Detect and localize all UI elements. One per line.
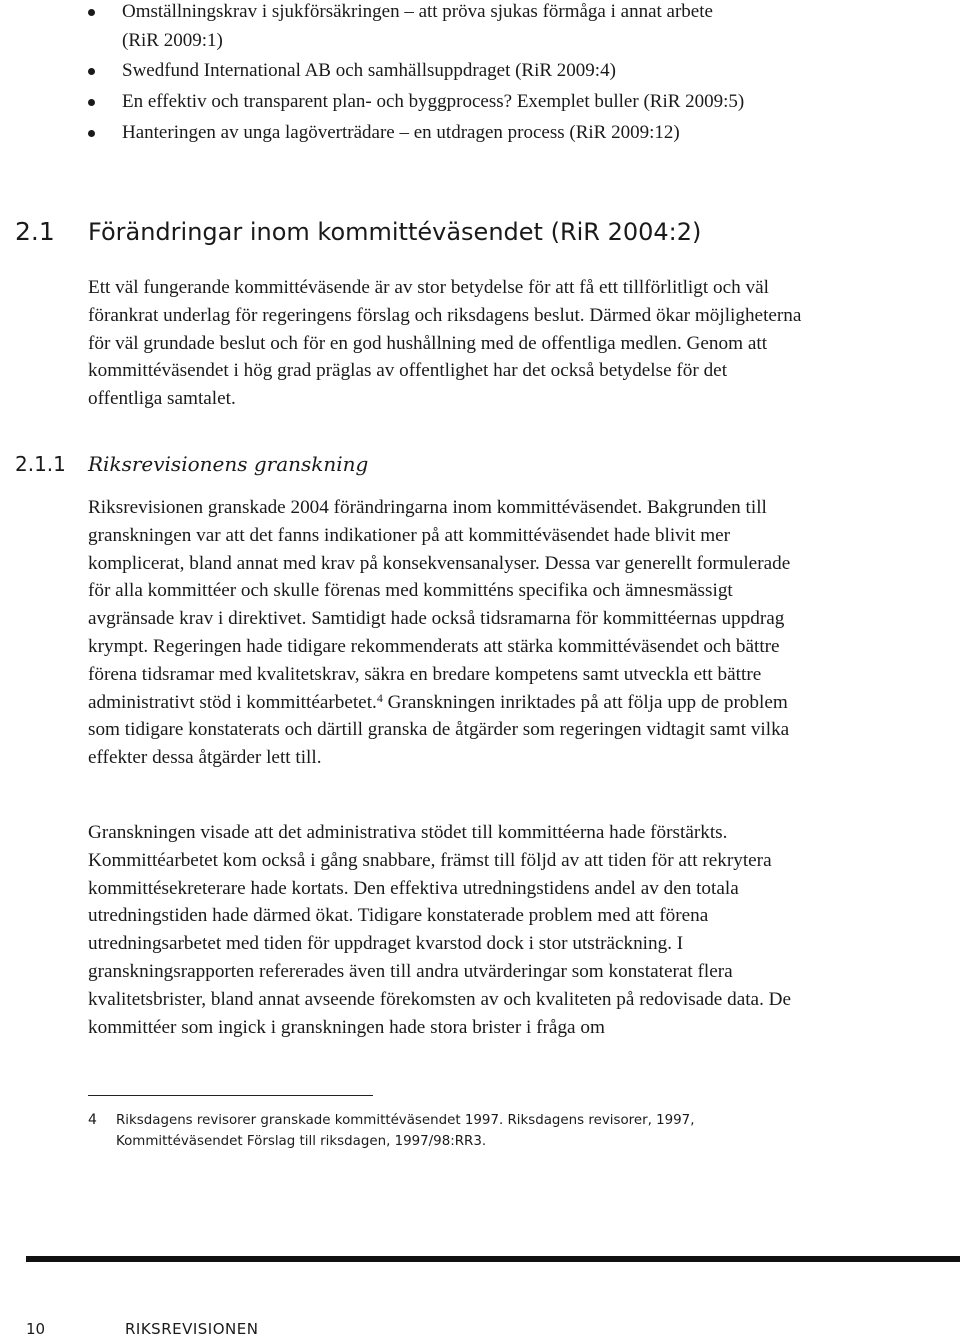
subsection-title: Riksrevisionens granskning [88,452,369,476]
paragraph-text: Granskningen inriktades på att följa upp de problem som tidigare konstaterats och därtill granska de åtgärder som regeringen vidtagit samt vilka effekter dessa åtgärder lett till. [88,691,790,769]
footnote-reference[interactable]: 4 [376,690,383,705]
bullet-dot [88,9,95,16]
bullet-line: En effektiv och transparent plan- och byggprocess? Exemplet buller (RiR 2009:5) [122,91,745,112]
subsection-paragraph-1 [88,494,806,772]
bullet-item [122,0,882,55]
bullet-item [122,87,882,116]
bullet-dot [88,99,95,106]
section-title: Förändringar inom kommittéväsendet (RiR 2004:2) [88,218,702,246]
subsection-paragraph-2: Granskningen visade att det administrativa stödet till kommittéerna hade förstärkts. Kommittéarbetet kom också i gång snabbare, främst till följd av att tiden för att rekrytera kommittésekreterare hade kortats. Den effektiva utredningstidens andel av den totala utredningstiden hade därmed ökat. Tidigare konstaterade problem med att förena utredningsarbetet med tiden för uppdraget kvarstod dock i stor utsträckning. I granskningsrapporten refererades även till andra utvärderingar som konstaterat flera kvalitetsbrister, bland annat avseende förekomsten av och kvaliteten på redovisade data. De kommittéer som ingick i granskningen hade stora brister i fråga om [88,822,792,1038]
bullet-line: Swedfund International AB och samhällsuppdraget (RiR 2009:4) [122,60,616,81]
section-number: 2.1 [15,217,55,246]
footnote-number: 4 [88,1112,97,1128]
footnote-divider [88,1095,373,1096]
page-number: 10 [26,1320,46,1338]
bullet-dot [88,130,95,137]
bullet-item [122,56,882,85]
bullet-dot [88,68,95,75]
section-paragraph: Ett väl fungerande kommittéväsende är av stor betydelse för att få ett tillförlitligt och väl förankrat underlag för regeringens förslag och riksdagens beslut. Därmed ökar möjligheterna för väl grundade beslut och för en god hushållning med de offentliga medlen. Genom att kommittéväsendet i hög grad präglas av offentlighet har det också betydelse för det offentliga samtalet. [88,277,802,410]
bullet-line: (RiR 2009:1) [122,30,223,51]
publisher-name: RIKSREVISIONEN [125,1320,259,1338]
subsection-number: 2.1.1 [15,452,66,476]
paragraph-text: Riksrevisionen granskade 2004 förändringarna inom kommittéväsendet. Bakgrunden till granskningen var att det fanns indikationer på att kommittéväsendet hade blivit mer komplicerat, bland annat med krav på konsekvensanalyser. Dessa var generellt formulerade för alla kommittéer och skulle förenas med kommitténs specifika och ämnesmässigt avgränsade krav i direktivet. Samtidigt hade också tidsramarna för kommittéernas uppdrag krympt. Regeringen hade tidigare rekommenderats att stärka kommittéväsendet och bättre förena tidsramar med kvalitetskrav, säkra en bredare kompetens samt utveckla ett bättre administrativt stöd i kommittéarbetet. [88,497,791,713]
footer-rule [26,1256,960,1262]
footnote-text: Riksdagens revisorer granskade kommittéväsendet 1997. Riksdagens revisorer, 1997, Kommittéväsendet Förslag till riksdagen, 1997/98:RR3. [116,1113,695,1149]
bullet-item [122,118,882,147]
bullet-line: Omställningskrav i sjukförsäkringen – att pröva sjukas förmåga i annat arbete [122,1,713,22]
bullet-line: Hanteringen av unga lagöverträdare – en utdragen process (RiR 2009:12) [122,122,680,143]
